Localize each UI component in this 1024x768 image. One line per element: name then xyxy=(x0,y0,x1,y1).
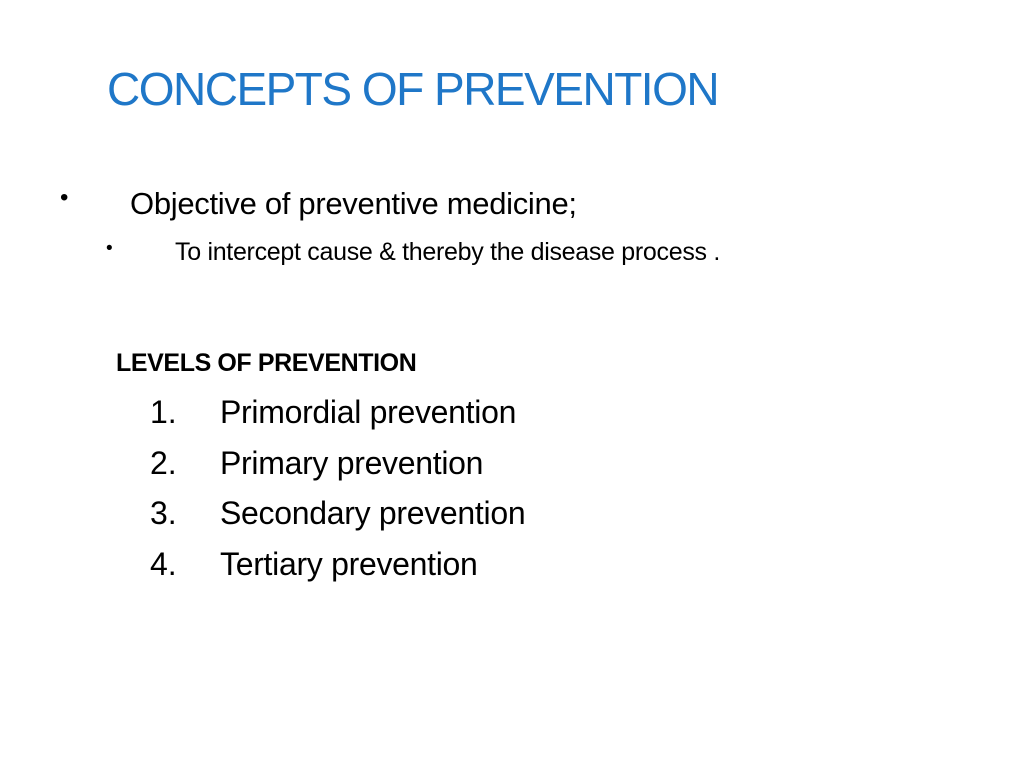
list-label: Tertiary prevention xyxy=(220,545,478,582)
list-number: 2. xyxy=(150,444,177,481)
list-label: Primordial prevention xyxy=(220,394,517,430)
list-number: 4. xyxy=(150,545,177,582)
list-label: Secondary prevention xyxy=(220,495,526,531)
list-number: 1. xyxy=(150,394,177,430)
levels-heading: LEVELS OF PREVENTION xyxy=(116,349,417,377)
slide-title: CONCEPTS OF PREVENTION xyxy=(107,63,719,115)
list-number: 3. xyxy=(150,495,177,531)
objective-text: Objective of preventive medicine; xyxy=(130,186,577,221)
objective-sub-text: To intercept cause & thereby the disease process . xyxy=(175,238,721,266)
list-label: Primary prevention xyxy=(220,444,484,481)
bullet-icon: • xyxy=(106,238,113,259)
bullet-icon: • xyxy=(60,184,69,211)
